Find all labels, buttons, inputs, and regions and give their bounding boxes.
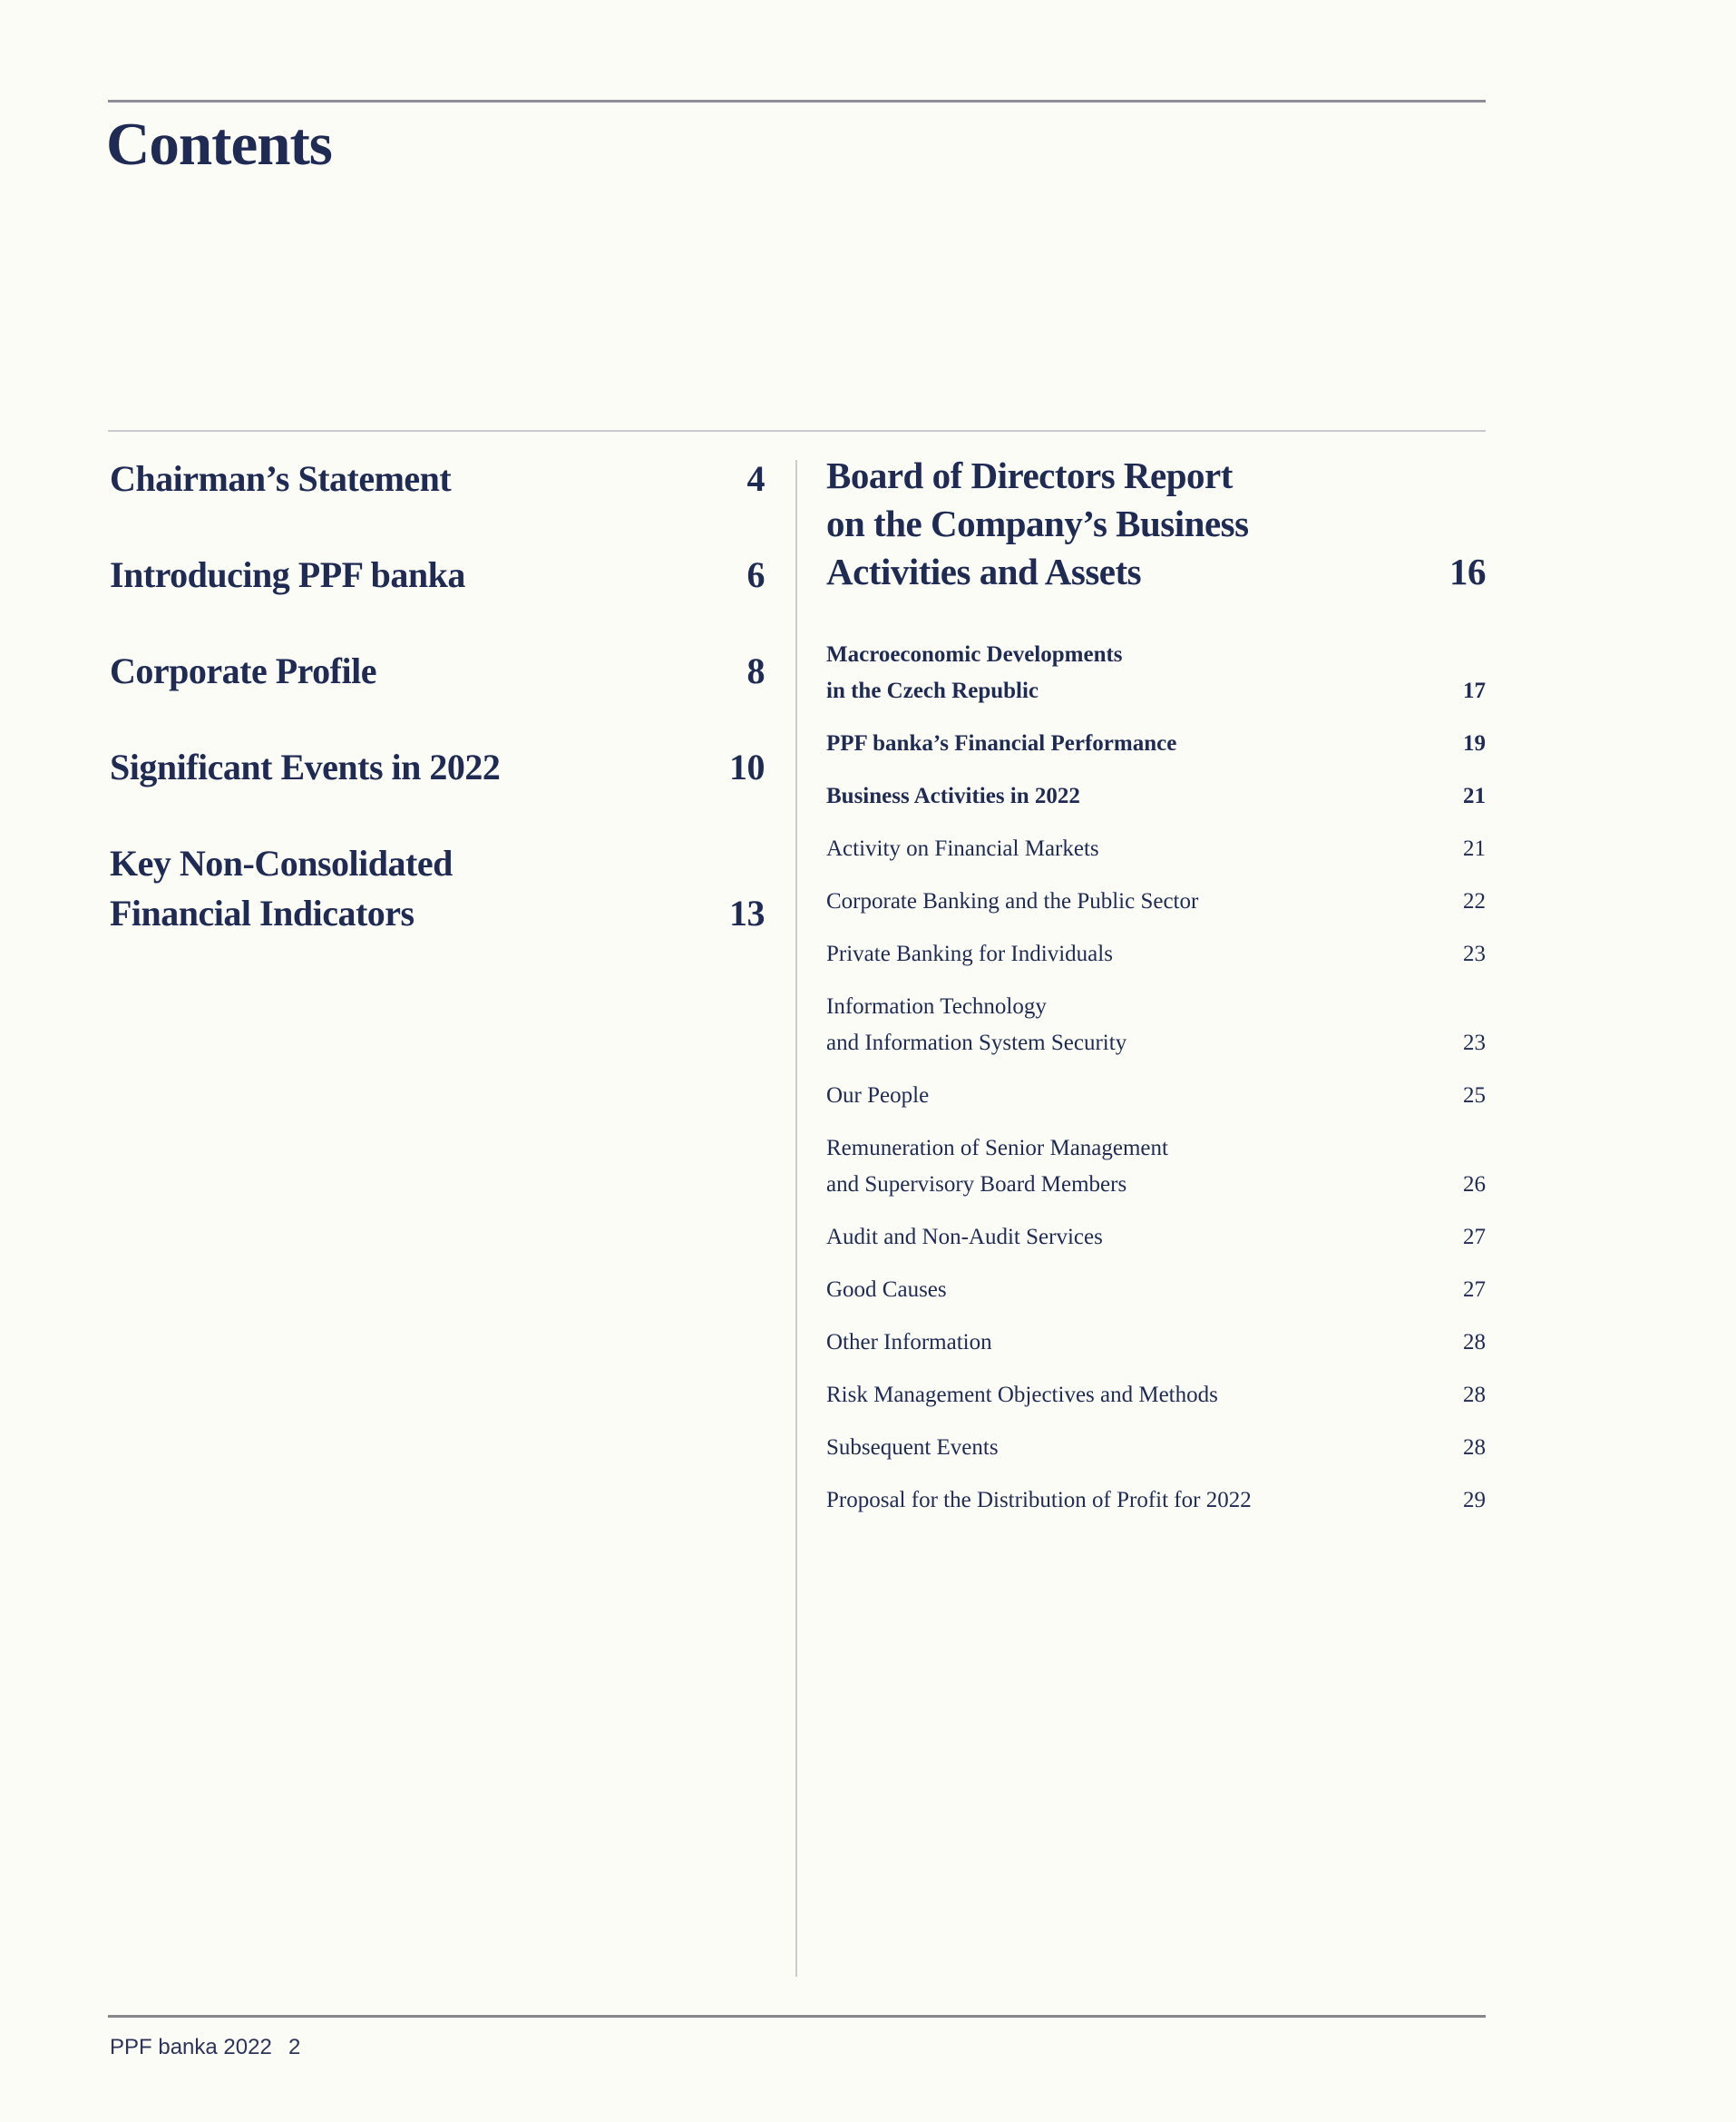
toc-entry-introducing-ppf-banka[interactable] bbox=[110, 550, 765, 600]
toc-entry-page: 27 bbox=[1463, 1225, 1486, 1249]
toc-entry-label: Good Causes bbox=[826, 1277, 947, 1302]
toc-entry-page: 25 bbox=[1463, 1083, 1486, 1108]
top-rule bbox=[108, 100, 1486, 103]
toc-entry-page: 19 bbox=[1463, 731, 1486, 756]
footer-rule bbox=[108, 2015, 1486, 2018]
toc-entry-page: 22 bbox=[1463, 889, 1486, 914]
toc-entry-label: Activity on Financial Markets bbox=[826, 836, 1099, 861]
toc-entry-label: Key Non-Consolidated Financial Indicators bbox=[110, 843, 453, 934]
section-rule bbox=[108, 430, 1486, 432]
toc-entry-label: Audit and Non-Audit Services bbox=[826, 1225, 1103, 1249]
toc-entry-page: 8 bbox=[746, 650, 765, 691]
footer-page-number: 2 bbox=[288, 2035, 301, 2059]
toc-subentry-private-banking[interactable] bbox=[826, 936, 1486, 973]
toc-subentry-risk-management[interactable] bbox=[826, 1377, 1486, 1413]
toc-entry-key-financial-indicators[interactable] bbox=[110, 838, 765, 938]
toc-entry-page: 21 bbox=[1463, 784, 1486, 808]
toc-entry-page: 23 bbox=[1463, 1031, 1486, 1055]
toc-entry-label: Other Information bbox=[826, 1330, 992, 1354]
toc-entry-label: Subsequent Events bbox=[826, 1435, 999, 1460]
toc-entry-page: 16 bbox=[1449, 551, 1486, 592]
toc-subentry-subsequent-events[interactable] bbox=[826, 1430, 1486, 1466]
toc-entry-label: Private Banking for Individuals bbox=[826, 942, 1113, 966]
toc-entry-page: 4 bbox=[746, 458, 765, 499]
page-title: Contents bbox=[106, 111, 332, 178]
toc-subentry-activity-financial-markets[interactable] bbox=[826, 831, 1486, 867]
toc-entry-page: 28 bbox=[1463, 1383, 1486, 1407]
toc-entry-page: 6 bbox=[746, 554, 765, 595]
toc-subentry-information-technology[interactable] bbox=[826, 989, 1486, 1061]
toc-entry-chairmans-statement[interactable] bbox=[110, 454, 765, 504]
toc-entry-label: Introducing PPF banka bbox=[110, 554, 465, 595]
toc-subentry-good-causes[interactable] bbox=[826, 1272, 1486, 1308]
toc-entry-significant-events[interactable] bbox=[110, 742, 765, 792]
toc-entry-label: Corporate Banking and the Public Sector bbox=[826, 889, 1199, 914]
toc-entry-page: 21 bbox=[1463, 836, 1486, 861]
toc-subentry-macroeconomic-developments[interactable] bbox=[826, 637, 1486, 709]
footer-brand: PPF banka 2022 bbox=[110, 2035, 272, 2059]
toc-entry-label: Significant Events in 2022 bbox=[110, 747, 501, 787]
toc-entry-label: Board of Directors Report on the Company’s Business Activities and Assets bbox=[826, 455, 1249, 592]
toc-subentry-our-people[interactable] bbox=[826, 1078, 1486, 1114]
toc-entry-label: Our People bbox=[826, 1083, 930, 1108]
toc-subentry-list bbox=[826, 637, 1486, 1535]
toc-subentry-profit-distribution[interactable] bbox=[826, 1482, 1486, 1519]
toc-entry-corporate-profile[interactable] bbox=[110, 646, 765, 696]
toc-subentry-financial-performance[interactable] bbox=[826, 726, 1486, 762]
toc-entry-page: 23 bbox=[1463, 942, 1486, 966]
toc-entry-page: 29 bbox=[1463, 1488, 1486, 1512]
toc-entry-board-of-directors-report[interactable] bbox=[826, 452, 1486, 596]
column-divider bbox=[795, 460, 797, 1977]
toc-entry-label: Macroeconomic Developments in the Czech Republic bbox=[826, 642, 1123, 703]
toc-entry-page: 17 bbox=[1463, 679, 1486, 703]
toc-entry-page: 26 bbox=[1463, 1172, 1486, 1197]
toc-entry-label: Proposal for the Distribution of Profit for 2022 bbox=[826, 1488, 1252, 1512]
toc-subentry-other-information[interactable] bbox=[826, 1325, 1486, 1361]
toc-subentry-business-activities[interactable] bbox=[826, 778, 1486, 815]
toc-subentry-corporate-banking[interactable] bbox=[826, 884, 1486, 920]
toc-subentry-remuneration[interactable] bbox=[826, 1130, 1486, 1203]
toc-entry-label: PPF banka’s Financial Performance bbox=[826, 731, 1177, 756]
toc-entry-label: Remuneration of Senior Management and Supervisory Board Members bbox=[826, 1136, 1168, 1197]
toc-entry-label: Business Activities in 2022 bbox=[826, 784, 1080, 808]
toc-subentry-audit-services[interactable] bbox=[826, 1219, 1486, 1256]
toc-entry-label: Risk Management Objectives and Methods bbox=[826, 1383, 1218, 1407]
toc-entry-page: 10 bbox=[729, 747, 765, 787]
toc-entry-page: 27 bbox=[1463, 1277, 1486, 1302]
toc-entry-label: Information Technology and Information System Security bbox=[826, 994, 1127, 1055]
toc-entry-page: 28 bbox=[1463, 1435, 1486, 1460]
toc-entry-label: Chairman’s Statement bbox=[110, 458, 452, 499]
toc-entry-page: 28 bbox=[1463, 1330, 1486, 1354]
toc-entry-label: Corporate Profile bbox=[110, 650, 376, 691]
toc-entry-page: 13 bbox=[729, 893, 765, 934]
